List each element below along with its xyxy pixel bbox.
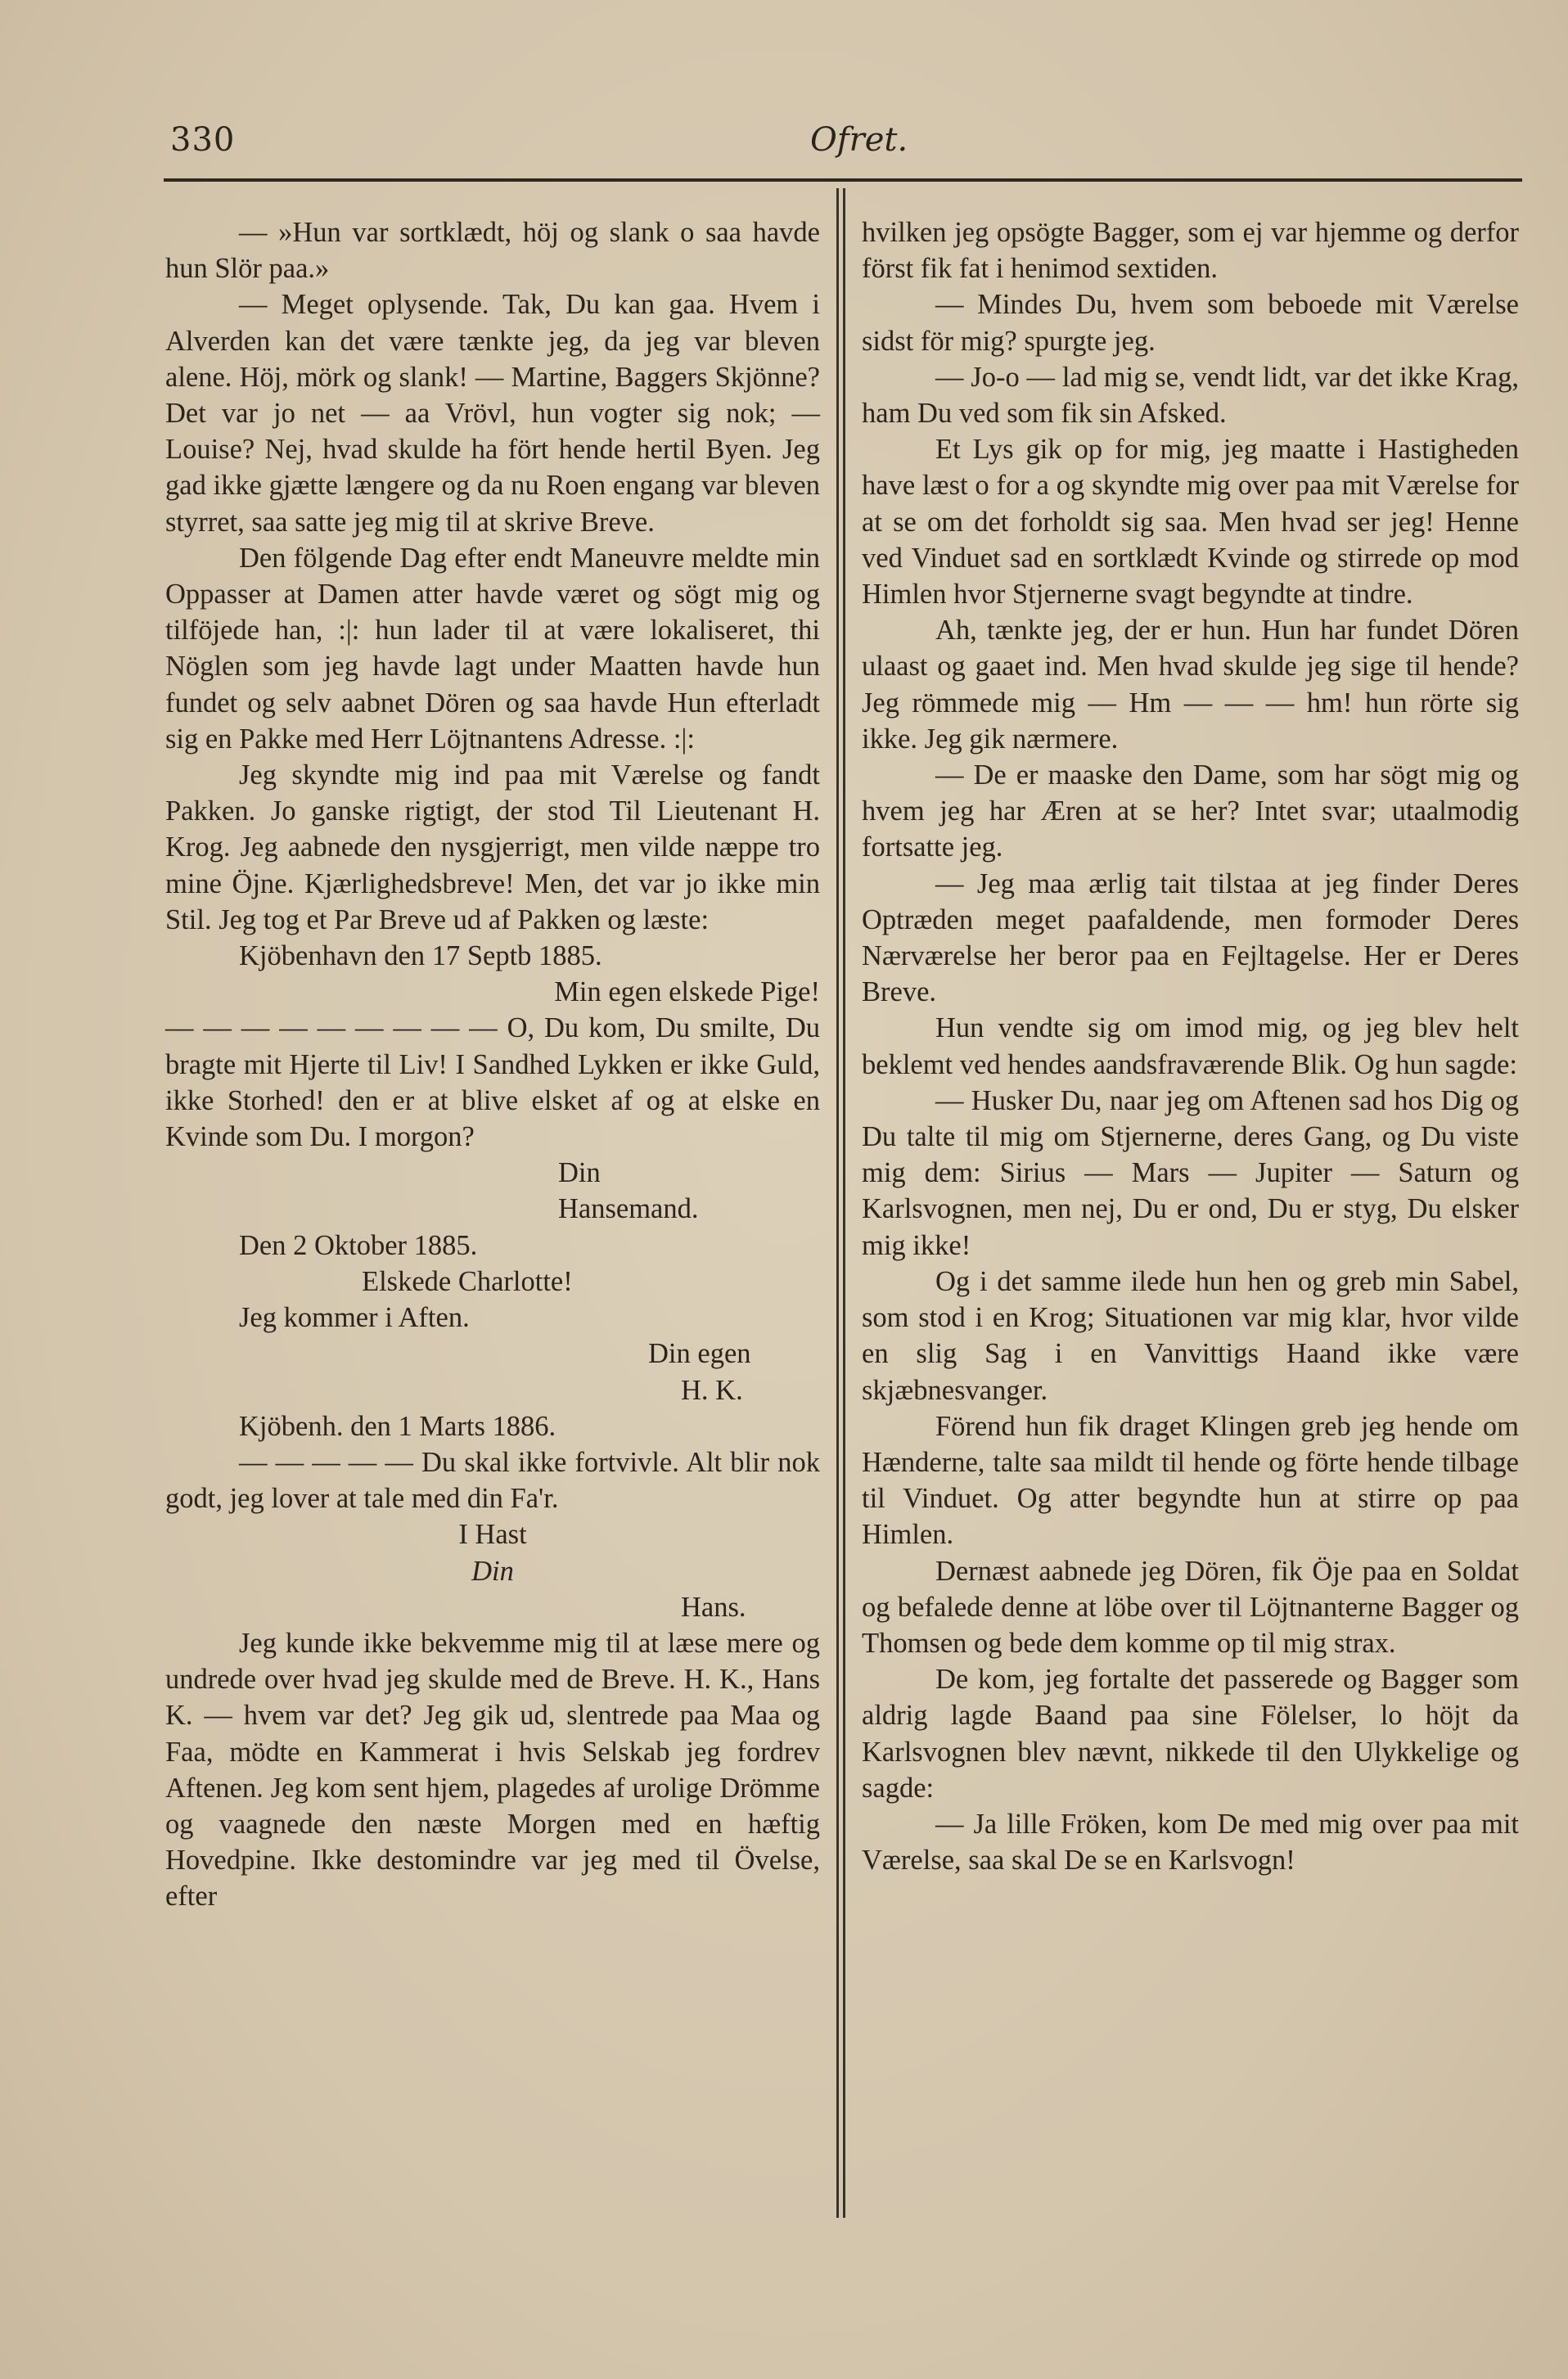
left-column [165, 214, 820, 1915]
running-title: Ofret. [810, 121, 908, 159]
paragraph: Förend hun fik draget Klingen greb jeg hende om Hænderne, talte saa mildt til hende og förte hende tilbage til Vinduet. Og atter begyndte hun at stirre op paa Himlen. [862, 1410, 1519, 1551]
paragraph: — Meget oplysende. Tak, Du kan gaa. Hvem i Alverden kan det være tænkte jeg, da jeg var bleven alene. Höj, mörk og slank! — Martine, Baggers Skjönne? Det var jo net — aa Vrövl, hun vogter sig nok; — Louise? Nej, hvad skulde ha fört hende hertil Byen. Jeg gad ikke gjætte længere og da nu Roen engang var bleven styrret, saa satte jeg mig til at skrive Breve. [165, 289, 820, 538]
letter-closing: Din egen [648, 1338, 751, 1370]
letter-salutation: Elskede Charlotte! [362, 1265, 573, 1297]
page-number: 330 [170, 121, 236, 159]
paragraph: — »Hun var sortklædt, höj og slank o saa havde hun Slör paa.» [165, 217, 820, 285]
paragraph: Jeg kunde ikke bekvemme mig til at læse mere og undrede over hvad jeg skulde med de Breve. H. K., Hans K. — hvem var det? Jeg gik ud, slentrede paa Maa og Faa, mödte en Kammerat i hvis Selskab jeg fordrev Aftenen. Jeg kom sent hjem, plagedes af urolige Drömme og vaagnede den næste Morgen med en hæftig Hovedpine. Ikke destomindre var jeg med til Övelse, efter [165, 1627, 820, 1913]
paragraph: hvilken jeg opsögte Bagger, som ej var hjemme og derfor först fik fat i henimod sextiden. [862, 217, 1519, 285]
paragraph: Den fölgende Dag efter endt Maneuvre meldte min Oppasser at Damen atter havde været og sögt mig og tilföjede han, :|: hun lader til at være lokaliseret, thi Nöglen som jeg havde lagt under Maatten havde hun fundet og selv aabnet Dören og saa havde Hun efterladt sig en Pakke med Herr Löjtnantens Adresse. :|: [165, 542, 820, 755]
letter-salutation: Min egen elskede Pige! [554, 976, 820, 1008]
letter-dateline: Kjöbenhavn den 17 Septb 1885. [239, 940, 602, 972]
header-rule [164, 178, 1522, 182]
letter-body: — — — — — — — — — O, Du kom, Du smilte, Du bragte mit Hjerte til Liv! I Sandhed Lykken er ikke Guld, ikke Storhed! den er at blive elsket af og at elske en Kvinde som Du. I morgon? [165, 1012, 820, 1153]
paragraph: Et Lys gik op for mig, jeg maatte i Hastigheden have læst o for a og skyndte mig over paa mit Værelse for at se om det forholdt sig saa. Men hvad ser jeg! Henne ved Vinduet sad en sortklædt Kvinde og stirrede op mod Himlen hvor Stjernerne svagt begyndte at tindre. [862, 434, 1519, 611]
paragraph: — Husker Du, naar jeg om Aftenen sad hos Dig og Du talte til mig om Stjernerne, deres Gang, og Du viste mig dem: Sirius — Mars — Jupiter — Saturn og Karlsvognen, men nej, Du er ond, Du er styg, Du elsker mig ikke! [862, 1084, 1519, 1261]
paragraph: Ah, tænkte jeg, der er hun. Hun har fundet Dören ulaast og gaaet ind. Men hvad skulde jeg sige til hende? Jeg römmede mig — Hm — — — hm! hun rörte sig ikke. Jeg gik nærmere. [862, 615, 1519, 755]
letter-dateline: Den 2 Oktober 1885. [239, 1229, 478, 1261]
paragraph: — Jeg maa ærlig tait tilstaa at jeg finder Deres Optræden meget paafaldende, men formoder Deres Nærværelse her beror paa en Fejltagelse. Her er Deres Breve. [862, 867, 1519, 1008]
letter-dateline: Kjöbenh. den 1 Marts 1886. [239, 1410, 556, 1442]
paragraph: Jeg skyndte mig ind paa mit Værelse og fandt Pakken. Jo ganske rigtigt, der stod Til Lieutenant H. Krog. Jeg aabnede den nysgjerrigt, men vilde næppe tro mine Öjne. Kjærlighedsbreve! Men, det var jo ikke min Stil. Jeg tog et Par Breve ud af Pakken og læste: [165, 759, 820, 935]
right-column [862, 214, 1519, 1878]
paragraph: Dernæst aabnede jeg Dören, fik Öje paa en Soldat og befalede denne at löbe over til Löjtnanterne Bagger og Thomsen og bede dem komme op til mig strax. [862, 1555, 1519, 1659]
paragraph: — De er maaske den Dame, som har sögt mig og hvem jeg har Æren at se her? Intet svar; utaalmodig fortsatte jeg. [862, 759, 1519, 863]
letter-signature: Hans. [681, 1591, 746, 1623]
paragraph: Og i det samme ilede hun hen og greb min Sabel, som stod i en Krog; Situationen var mig klar, hvor vilde en slig Sag i en Vanvittigs Haand ikke være skjæbnesvanger. [862, 1265, 1519, 1406]
letter-body: — — — — — Du skal ikke fortvivle. Alt blir nok godt, jeg lover at tale med din Fa'r. [165, 1446, 820, 1515]
letter-signature: Hansemand. [558, 1193, 699, 1225]
letter-closing: Din [558, 1157, 601, 1189]
column-divider [836, 188, 839, 2218]
paragraph: De kom, jeg fortalte det passerede og Bagger som aldrig lagde Baand paa sine Fölelser, lo höjt da Karlsvognen blev nævnt, nikkede til den Ulykkelige og sagde: [862, 1664, 1519, 1804]
letter-signature: H. K. [681, 1374, 743, 1406]
letter-closing: Din [471, 1555, 514, 1587]
paragraph: — Ja lille Fröken, kom De med mig over paa mit Værelse, saa skal De se en Karlsvogn! [862, 1808, 1519, 1877]
paragraph: Hun vendte sig om imod mig, og jeg blev helt beklemt ved hendes aandsfraværende Blik. Og hun sagde: [862, 1012, 1519, 1080]
column-divider [843, 188, 845, 2218]
paragraph: — Mindes Du, hvem som beboede mit Værelse sidst för mig? spurgte jeg. [862, 289, 1519, 357]
letter-closing: I Hast [458, 1519, 527, 1551]
letter-body: Jeg kommer i Aften. [239, 1302, 470, 1334]
paragraph: — Jo-o — lad mig se, vendt lidt, var det ikke Krag, ham Du ved som fik sin Afsked. [862, 361, 1519, 430]
